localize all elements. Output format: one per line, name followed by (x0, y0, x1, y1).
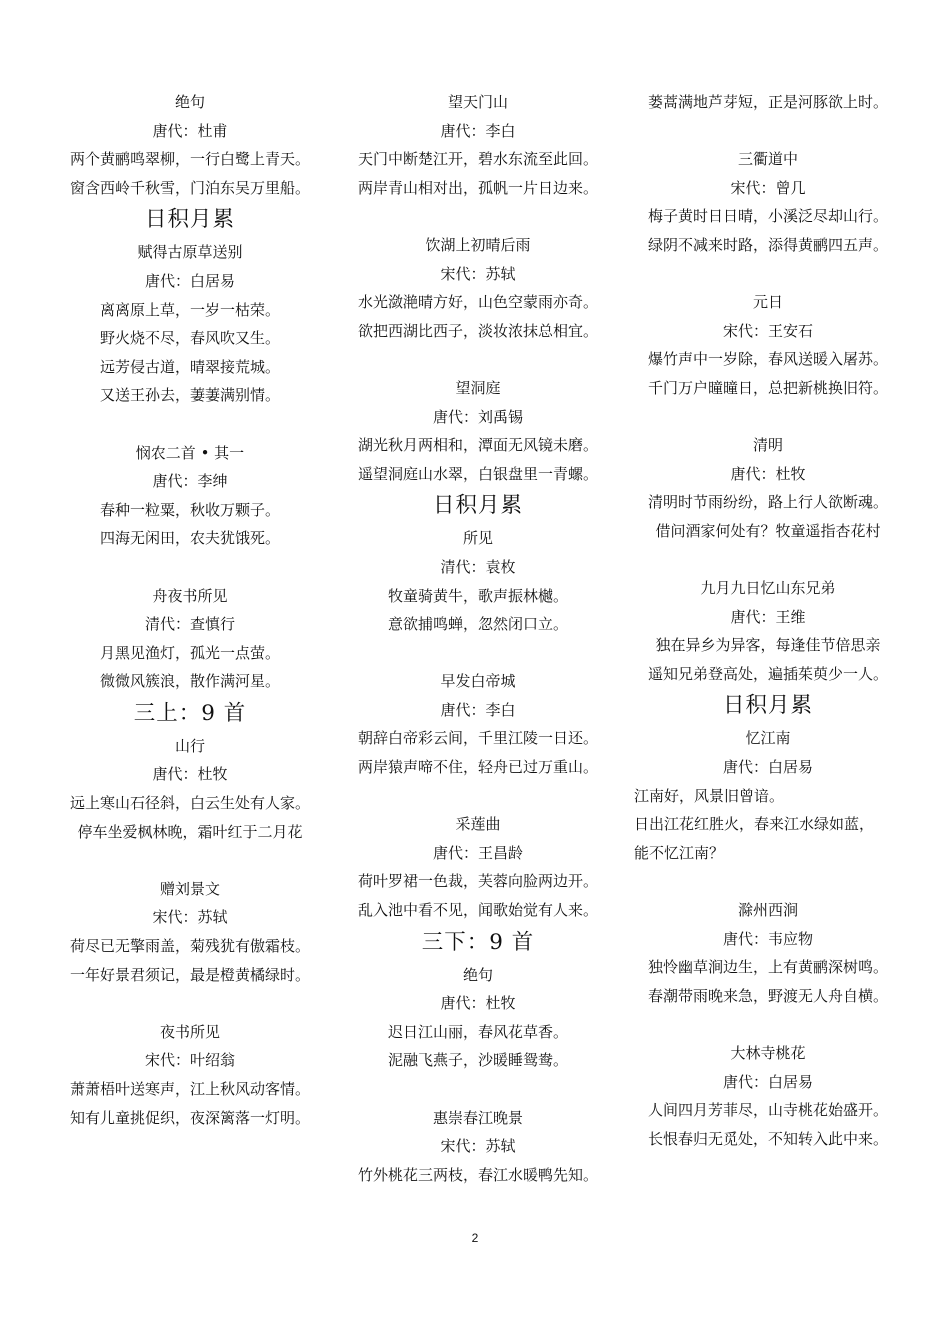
poem-line: 停车坐爱枫林晚，霜叶红于二月花 (77, 822, 303, 841)
poem-line: 独在异乡为异客，每逢佳节倍思亲 (655, 636, 881, 655)
poem-spacer (56, 410, 324, 439)
poem-block (634, 1039, 902, 1153)
poem-block (634, 431, 902, 545)
poem-line: 爆竹声中一岁除，春风送暖入屠苏。 (647, 350, 888, 369)
poem-block (634, 574, 902, 688)
poem-line: 意欲捕鸣蝉，忽然闭口立。 (387, 615, 568, 634)
poem-line: 远上寒山石径斜，白云生处有人家。 (69, 794, 310, 813)
poem-line: 乱入池中看不见，闻歌始觉有人来。 (357, 901, 598, 920)
poem-block (634, 896, 902, 1010)
poem-author: 唐代：李白 (440, 700, 516, 719)
poem-title: 忆江南 (745, 729, 791, 748)
poem-author: 唐代：杜牧 (440, 994, 516, 1013)
poem-author: 清代：袁枚 (440, 557, 516, 576)
poem-block (344, 524, 612, 638)
poem-block (56, 582, 324, 696)
poem-title: 赋得古原草送别 (137, 243, 243, 262)
poem-line: 独怜幽草涧边生，上有黄鹂深树鸣。 (647, 958, 888, 977)
poem-line: 借问酒家何处有？牧童遥指杏花村 (655, 521, 881, 540)
poem-spacer (634, 403, 902, 432)
poem-title: 早发白帝城 (440, 672, 516, 691)
poem-line: 清明时节雨纷纷，路上行人欲断魂。 (647, 493, 888, 512)
poem-line: 人间四月芳菲尽，山寺桃花始盛开。 (647, 1101, 888, 1120)
poem-line: 迟日江山丽，春风花草香。 (387, 1022, 568, 1041)
poem-spacer (634, 546, 902, 575)
poem-author: 唐代：杜牧 (730, 464, 806, 483)
poem-block (56, 88, 324, 202)
section-heading: 日积月累 (432, 493, 523, 519)
poem-title: 望洞庭 (455, 378, 501, 397)
poem-line: 两岸猿声啼不住，轻舟已过万重山。 (357, 758, 598, 777)
poem-block (344, 667, 612, 781)
poem-line: 梅子黄时日日晴，小溪泛尽却山行。 (647, 207, 888, 226)
poem-author: 唐代：杜甫 (152, 121, 228, 140)
poem-author: 唐代：李白 (440, 121, 516, 140)
poem-line: 千门万户曈曈日，总把新桃换旧符。 (647, 378, 888, 397)
poem-title: 采莲曲 (455, 815, 501, 834)
poem-title: 大林寺桃花 (730, 1044, 806, 1062)
poem-block (634, 145, 902, 259)
poem-author: 唐代：白居易 (144, 271, 235, 290)
poem-line: 窗含西岭千秋雪，门泊东吴万里船。 (69, 178, 310, 197)
poem-title: 元日 (752, 293, 783, 312)
poem-line: 绿阴不减来时路，添得黄鹂四五声。 (647, 235, 888, 254)
poem-author: 清代：查慎行 (144, 615, 235, 634)
poem-spacer (634, 260, 902, 289)
poem-block (344, 810, 612, 924)
poem-block (56, 875, 324, 989)
section-heading: 三下：9 首 (421, 929, 535, 955)
poem-line: 萧萧梧叶送寒声，江上秋风动客情。 (69, 1080, 310, 1098)
poem-line: 微微风簇浪，散作满河星。 (99, 672, 280, 691)
poem-block (634, 724, 902, 867)
poem-line: 欲把西湖比西子，淡妆浓抹总相宜。 (357, 321, 598, 340)
poem-block (56, 1018, 324, 1132)
poem-title: 望天门山 (447, 93, 508, 111)
poem-line: 水光潋滟晴方好，山色空蒙雨亦奇。 (357, 293, 598, 312)
poem-author: 唐代：王维 (730, 607, 806, 626)
poem-line: 四海无闲田，农夫犹饿死。 (99, 529, 280, 548)
section-heading: 日积月累 (722, 693, 813, 719)
poem-line: 天门中断楚江开，碧水东流至此回。 (357, 150, 598, 169)
poem-spacer (344, 639, 612, 668)
poem-title: 赠刘景文 (159, 879, 220, 898)
poem-line: 一年好景君须记，最是橙黄橘绿时。 (69, 965, 310, 984)
section-heading: 日积月累 (144, 207, 235, 233)
poem-line: 又送王孙去，萋萋满别情。 (99, 386, 280, 405)
poem-spacer (344, 202, 612, 231)
poem-title: 惠崇春江晚景 (432, 1108, 523, 1127)
poem-author: 唐代：白居易 (722, 758, 813, 777)
column-3 (634, 88, 902, 1153)
poem-line: 长恨春归无觅处，不知转入此中来。 (647, 1129, 888, 1148)
poem-line: 遥知兄弟登高处，遍插茱萸少一人。 (647, 664, 888, 683)
poem-line: 离离原上草，一岁一枯荣。 (99, 300, 280, 319)
poem-author: 宋代：叶绍翁 (144, 1051, 235, 1070)
poem-line: 春种一粒粟，秋收万颗子。 (99, 500, 280, 519)
poem-author: 唐代：王昌龄 (432, 843, 523, 862)
poem-spacer (634, 1010, 902, 1039)
poem-line: 荷尽已无擎雨盖，菊残犹有傲霜枝。 (69, 937, 310, 956)
poem-title: 所见 (462, 529, 493, 548)
page-number: 2 (471, 1231, 479, 1245)
poem-title: 九月九日忆山东兄弟 (700, 579, 836, 598)
poem-spacer (344, 345, 612, 374)
poem-author: 唐代：杜牧 (152, 765, 228, 784)
poem-author: 唐代：韦应物 (722, 929, 813, 948)
poem-author: 宋代：苏轼 (440, 264, 516, 283)
poem-title: 饮湖上初晴后雨 (425, 235, 531, 254)
poem-line: 荷叶罗裙一色裁，芙蓉向脸两边开。 (357, 872, 598, 891)
poem-title: 绝句 (462, 965, 493, 984)
poem-author: 唐代：白居易 (722, 1072, 813, 1091)
poem-line: 牧童骑黄牛，歌声振林樾。 (387, 586, 568, 605)
poem-spacer (56, 553, 324, 582)
poem-line: 春潮带雨晚来急，野渡无人舟自横。 (647, 986, 888, 1005)
poem-author: 宋代：曾几 (730, 178, 806, 197)
poem-spacer (56, 846, 324, 875)
poem-spacer (634, 117, 902, 146)
poem-spacer (344, 1075, 612, 1104)
poem-title: 滁州西涧 (737, 901, 798, 920)
poem-title: 山行 (174, 736, 205, 755)
poem-line: 两岸青山相对出，孤帆一片日边来。 (357, 178, 598, 197)
poem-block (344, 231, 612, 345)
column-2 (344, 88, 612, 1189)
poem-line: 能不忆江南？ (634, 843, 725, 862)
poem-line: 知有儿童挑促织，夜深篱落一灯明。 (69, 1108, 310, 1127)
poem-block (344, 374, 612, 488)
poem-line: 远芳侵古道，晴翠接荒城。 (99, 357, 280, 376)
poem-title: 夜书所见 (159, 1022, 220, 1041)
poem-block (56, 732, 324, 846)
section-heading: 三上：9 首 (133, 700, 247, 726)
poem-block (56, 238, 324, 410)
poem-title: 三衢道中 (737, 150, 798, 169)
poem-title: 舟夜书所见 (152, 586, 228, 605)
poem-author: 唐代：刘禹锡 (432, 407, 523, 426)
poem-line: 月黑见渔灯，孤光一点萤。 (99, 643, 280, 662)
poem-line: 竹外桃花三两枝，春江水暖鸭先知。 (357, 1165, 598, 1184)
poem-line: 遥望洞庭山水翠，白银盘里一青螺。 (357, 464, 598, 483)
poem-line: 野火烧不尽，春风吹又生。 (99, 329, 280, 348)
poem-line: 两个黄鹂鸣翠柳，一行白鹭上青天。 (69, 150, 310, 169)
poem-author: 宋代：苏轼 (440, 1137, 516, 1156)
poem-line: 日出江花红胜火，春来江水绿如蓝， (634, 815, 875, 834)
poem-line: 蒌蒿满地芦芽短，正是河豚欲上时。 (647, 93, 888, 111)
poem-line: 朝辞白帝彩云间，千里江陵一日还。 (357, 729, 598, 748)
poem-block (634, 88, 902, 117)
poem-block (344, 88, 612, 202)
poem-author: 宋代：王安石 (722, 321, 813, 340)
poem-line: 湖光秋月两相和，潭面无风镜未磨。 (357, 436, 598, 455)
poem-title: 悯农二首 • 其一 (135, 443, 245, 462)
poem-block (344, 961, 612, 1075)
poem-author: 唐代：李绅 (152, 472, 228, 491)
poem-line: 泥融飞燕子，沙暖睡鸳鸯。 (387, 1051, 568, 1070)
poem-author: 宋代：苏轼 (152, 908, 228, 927)
poem-block (56, 439, 324, 553)
poem-spacer (344, 782, 612, 811)
poem-block (634, 288, 902, 402)
poem-spacer (634, 867, 902, 896)
column-1 (56, 88, 324, 1132)
poem-spacer (56, 989, 324, 1018)
poem-title: 绝句 (174, 93, 205, 111)
poem-block (344, 1104, 612, 1190)
poem-line: 江南好，风景旧曾谙。 (634, 786, 785, 805)
poem-title: 清明 (752, 436, 783, 455)
